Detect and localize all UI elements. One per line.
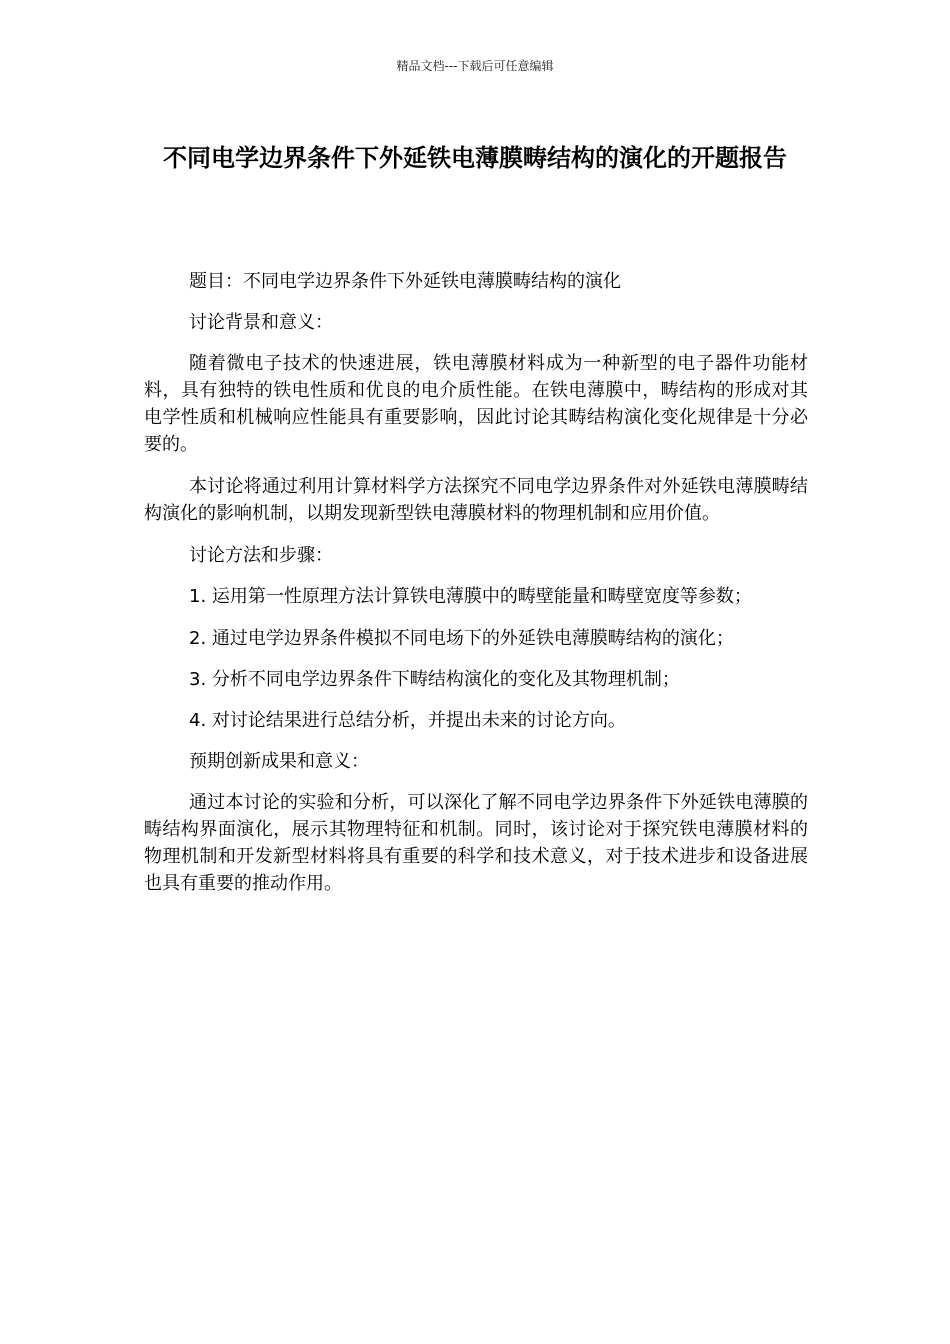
section-heading-outcomes: 预期创新成果和意义： xyxy=(189,751,369,772)
section-heading-background: 讨论背景和意义： xyxy=(189,312,333,333)
method-step-4: 4. 对讨论结果进行总结分析，并提出未来的讨论方向。 xyxy=(189,710,626,731)
background-paragraph-1: 随着微电子技术的快速进展，铁电薄膜材料成为一种新型的电子器件功能材料，具有独特的铁电性质和优良的电介质性能。在铁电薄膜中，畴结构的形成对其电学性质和机械响应性能具有重要影响，因此讨论其畴结构演化变化规律是十分必要的。 xyxy=(144,353,808,455)
outcomes-paragraph: 通过本讨论的实验和分析，可以深化了解不同电学边界条件下外延铁电薄膜的畴结构界面演化，展示其物理特征和机制。同时，该讨论对于探究铁电薄膜材料的物理机制和开发新型材料将具有重要的科学和技术意义，对于技术进步和设备进展也具有重要的推动作用。 xyxy=(144,792,808,894)
topic-line: 题目：不同电学边界条件下外延铁电薄膜畴结构的演化 xyxy=(189,271,621,292)
background-paragraph-2: 本讨论将通过利用计算材料学方法探究不同电学边界条件对外延铁电薄膜畴结构演化的影响机制，以期发现新型铁电薄膜材料的物理机制和应用价值。 xyxy=(144,476,808,524)
method-step-3: 3. 分析不同电学边界条件下畴结构演化的变化及其物理机制； xyxy=(189,669,680,690)
document-body xyxy=(144,268,808,912)
page-header: 精品文档---下载后可任意编辑 xyxy=(396,59,554,73)
document-title: 不同电学边界条件下外延铁电薄膜畴结构的演化的开题报告 xyxy=(163,144,787,172)
section-heading-methods: 讨论方法和步骤： xyxy=(189,545,333,566)
method-step-2: 2. 通过电学边界条件模拟不同电场下的外延铁电薄膜畴结构的演化； xyxy=(189,628,734,649)
method-step-1: 1. 运用第一性原理方法计算铁电薄膜中的畴壁能量和畴壁宽度等参数； xyxy=(189,586,752,607)
